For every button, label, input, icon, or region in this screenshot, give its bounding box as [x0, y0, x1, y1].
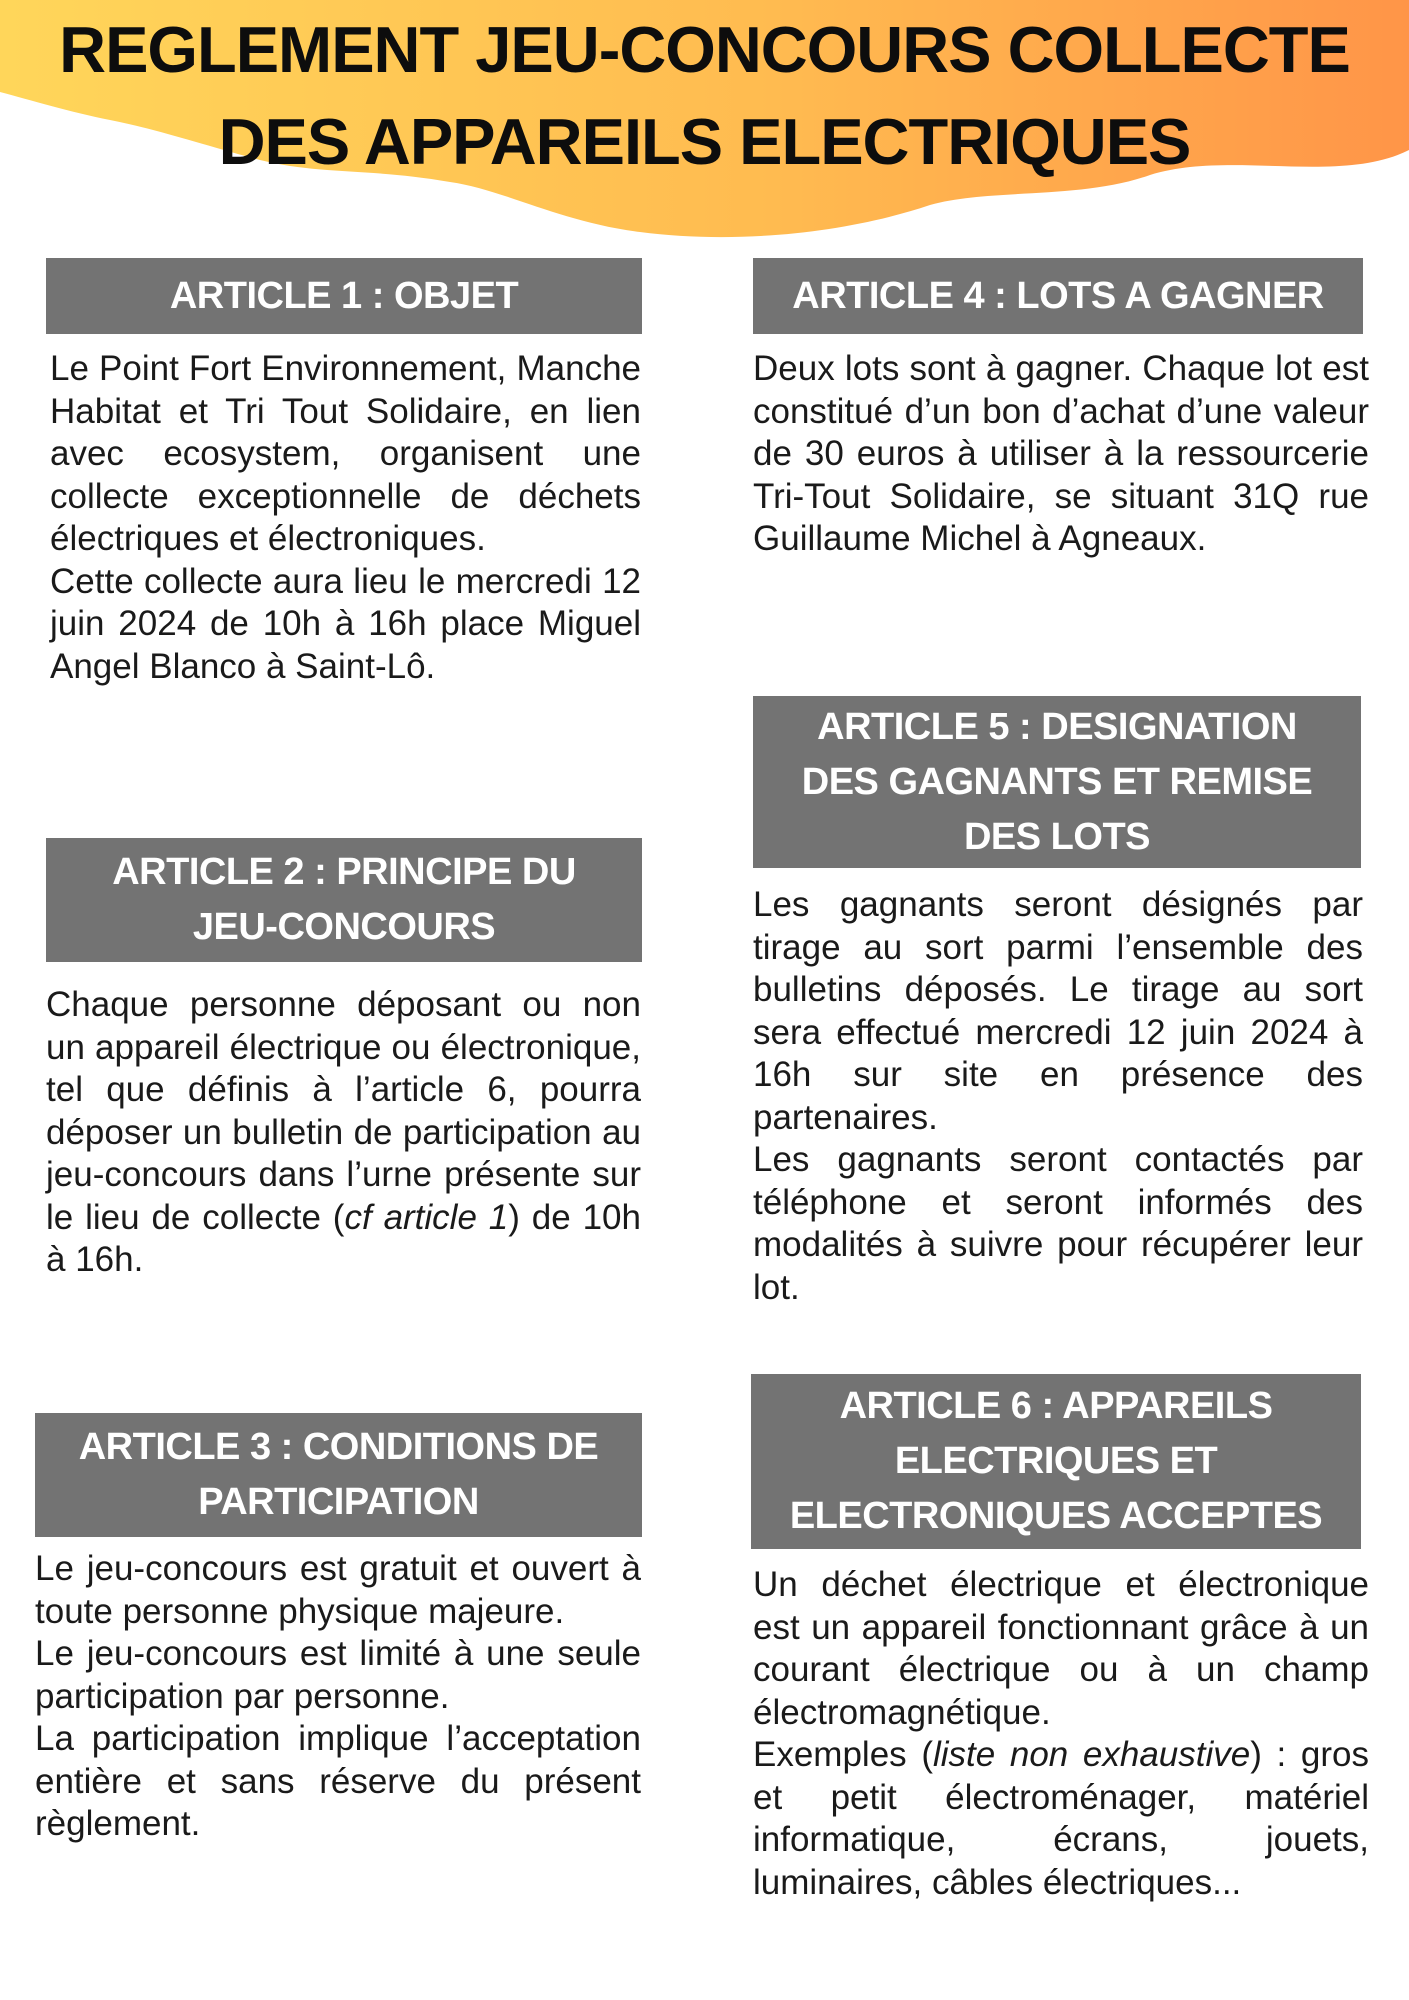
article-6-list-note: liste non exhaustive	[932, 1735, 1251, 1774]
article-1-paragraph-1: Le Point Fort Environnement, Manche Habitat et Tri Tout Solidaire, en lien avec ecosystem, organisent une collecte exceptionnelle de déchets électriques et électroniques.	[50, 349, 641, 558]
article-6-heading	[751, 1374, 1361, 1549]
page-title-line2: DES APPAREILS ELECTRIQUES	[218, 105, 1191, 178]
article-4-body	[753, 348, 1369, 561]
page-title-line1: REGLEMENT JEU-CONCOURS COLLECTE	[59, 13, 1350, 86]
article-3-paragraph-1: Le jeu-concours est gratuit et ouvert à toute personne physique majeure.	[35, 1549, 641, 1631]
article-1-paragraph-2: Cette collecte aura lieu le mercredi 12 juin 2024 de 10h à 16h place Miguel Angel Blanco à Saint-Lô.	[50, 561, 641, 686]
article-2-heading	[46, 838, 642, 962]
article-2-text-a: Chaque personne déposant ou non un appareil électrique ou électronique, tel que définis à l’article 6, pourra déposer un bulletin de participation au jeu-concours dans l’urne présente sur le lieu de collecte (	[46, 985, 641, 1237]
article-3-paragraph-2: Le jeu-concours est limité à une seule participation par personne.	[35, 1634, 641, 1716]
article-6-body	[753, 1564, 1369, 1904]
article-2-heading-line1: ARTICLE 2 : PRINCIPE DU	[112, 851, 576, 893]
article-5-heading	[753, 696, 1361, 868]
article-3-heading	[35, 1413, 642, 1537]
article-5-heading-line2: DES GAGNANTS ET REMISE	[801, 760, 1313, 803]
article-1-body	[50, 348, 641, 688]
article-6-heading-line2: ELECTRIQUES ET	[894, 1440, 1218, 1482]
article-6-paragraph-1: Un déchet électrique et électronique est un appareil fonctionnant grâce à un courant électrique ou à un champ électromagnétique.	[753, 1565, 1369, 1732]
page-title	[0, 4, 1409, 188]
article-3-body	[35, 1548, 641, 1846]
article-5-paragraph-2: Les gagnants seront contactés par téléphone et seront informés des modalités à suivre pour récupérer leur lot.	[753, 1140, 1363, 1307]
article-4-heading-text: ARTICLE 4 : LOTS A GAGNER	[792, 274, 1324, 317]
article-2-reference: cf article 1	[344, 1197, 509, 1237]
article-2-heading-line2: JEU-CONCOURS	[192, 906, 496, 948]
article-6-heading-line3: ELECTRONIQUES ACCEPTES	[789, 1495, 1323, 1537]
article-5-heading-line1: ARTICLE 5 : DESIGNATION	[817, 705, 1297, 748]
article-3-heading-line2: PARTICIPATION	[198, 1481, 479, 1523]
article-4-heading	[753, 258, 1363, 334]
article-3-heading-line1: ARTICLE 3 : CONDITIONS DE	[78, 1426, 599, 1468]
article-4-paragraph-1: Deux lots sont à gagner. Chaque lot est constitué d’un bon d’achat d’une valeur de 30 euros à utiliser à la ressourcerie Tri-Tout Solidaire, se situant 31Q rue Guillaume Michel à Agneaux.	[753, 349, 1369, 558]
article-6-text-b: ) : gros et petit électroménager, matériel informatique, écrans, jouets, luminaires, câbles électriques...	[753, 1735, 1369, 1902]
article-1-heading-text: ARTICLE 1 : OBJET	[169, 274, 519, 317]
article-5-body	[753, 884, 1363, 1309]
article-1-heading	[46, 258, 642, 334]
article-6-heading-line1: ARTICLE 6 : APPAREILS	[839, 1385, 1273, 1427]
article-5-paragraph-1: Les gagnants seront désignés par tirage au sort parmi l’ensemble des bulletins déposés. Le tirage au sort sera effectué mercredi 12 juin 2024 à 16h sur site en présence des partenaires.	[753, 885, 1363, 1137]
article-5-heading-line3: DES LOTS	[963, 815, 1151, 858]
article-3-paragraph-3: La participation implique l’acceptation entière et sans réserve du présent règlement.	[35, 1719, 641, 1843]
article-6-paragraph-2	[753, 1734, 1369, 1904]
article-6-text-a: Exemples (	[753, 1735, 933, 1774]
article-2-text-b: ) de 10h à 16h.	[46, 1197, 641, 1279]
article-2-paragraph-1	[46, 984, 641, 1282]
article-2-body	[46, 984, 641, 1282]
